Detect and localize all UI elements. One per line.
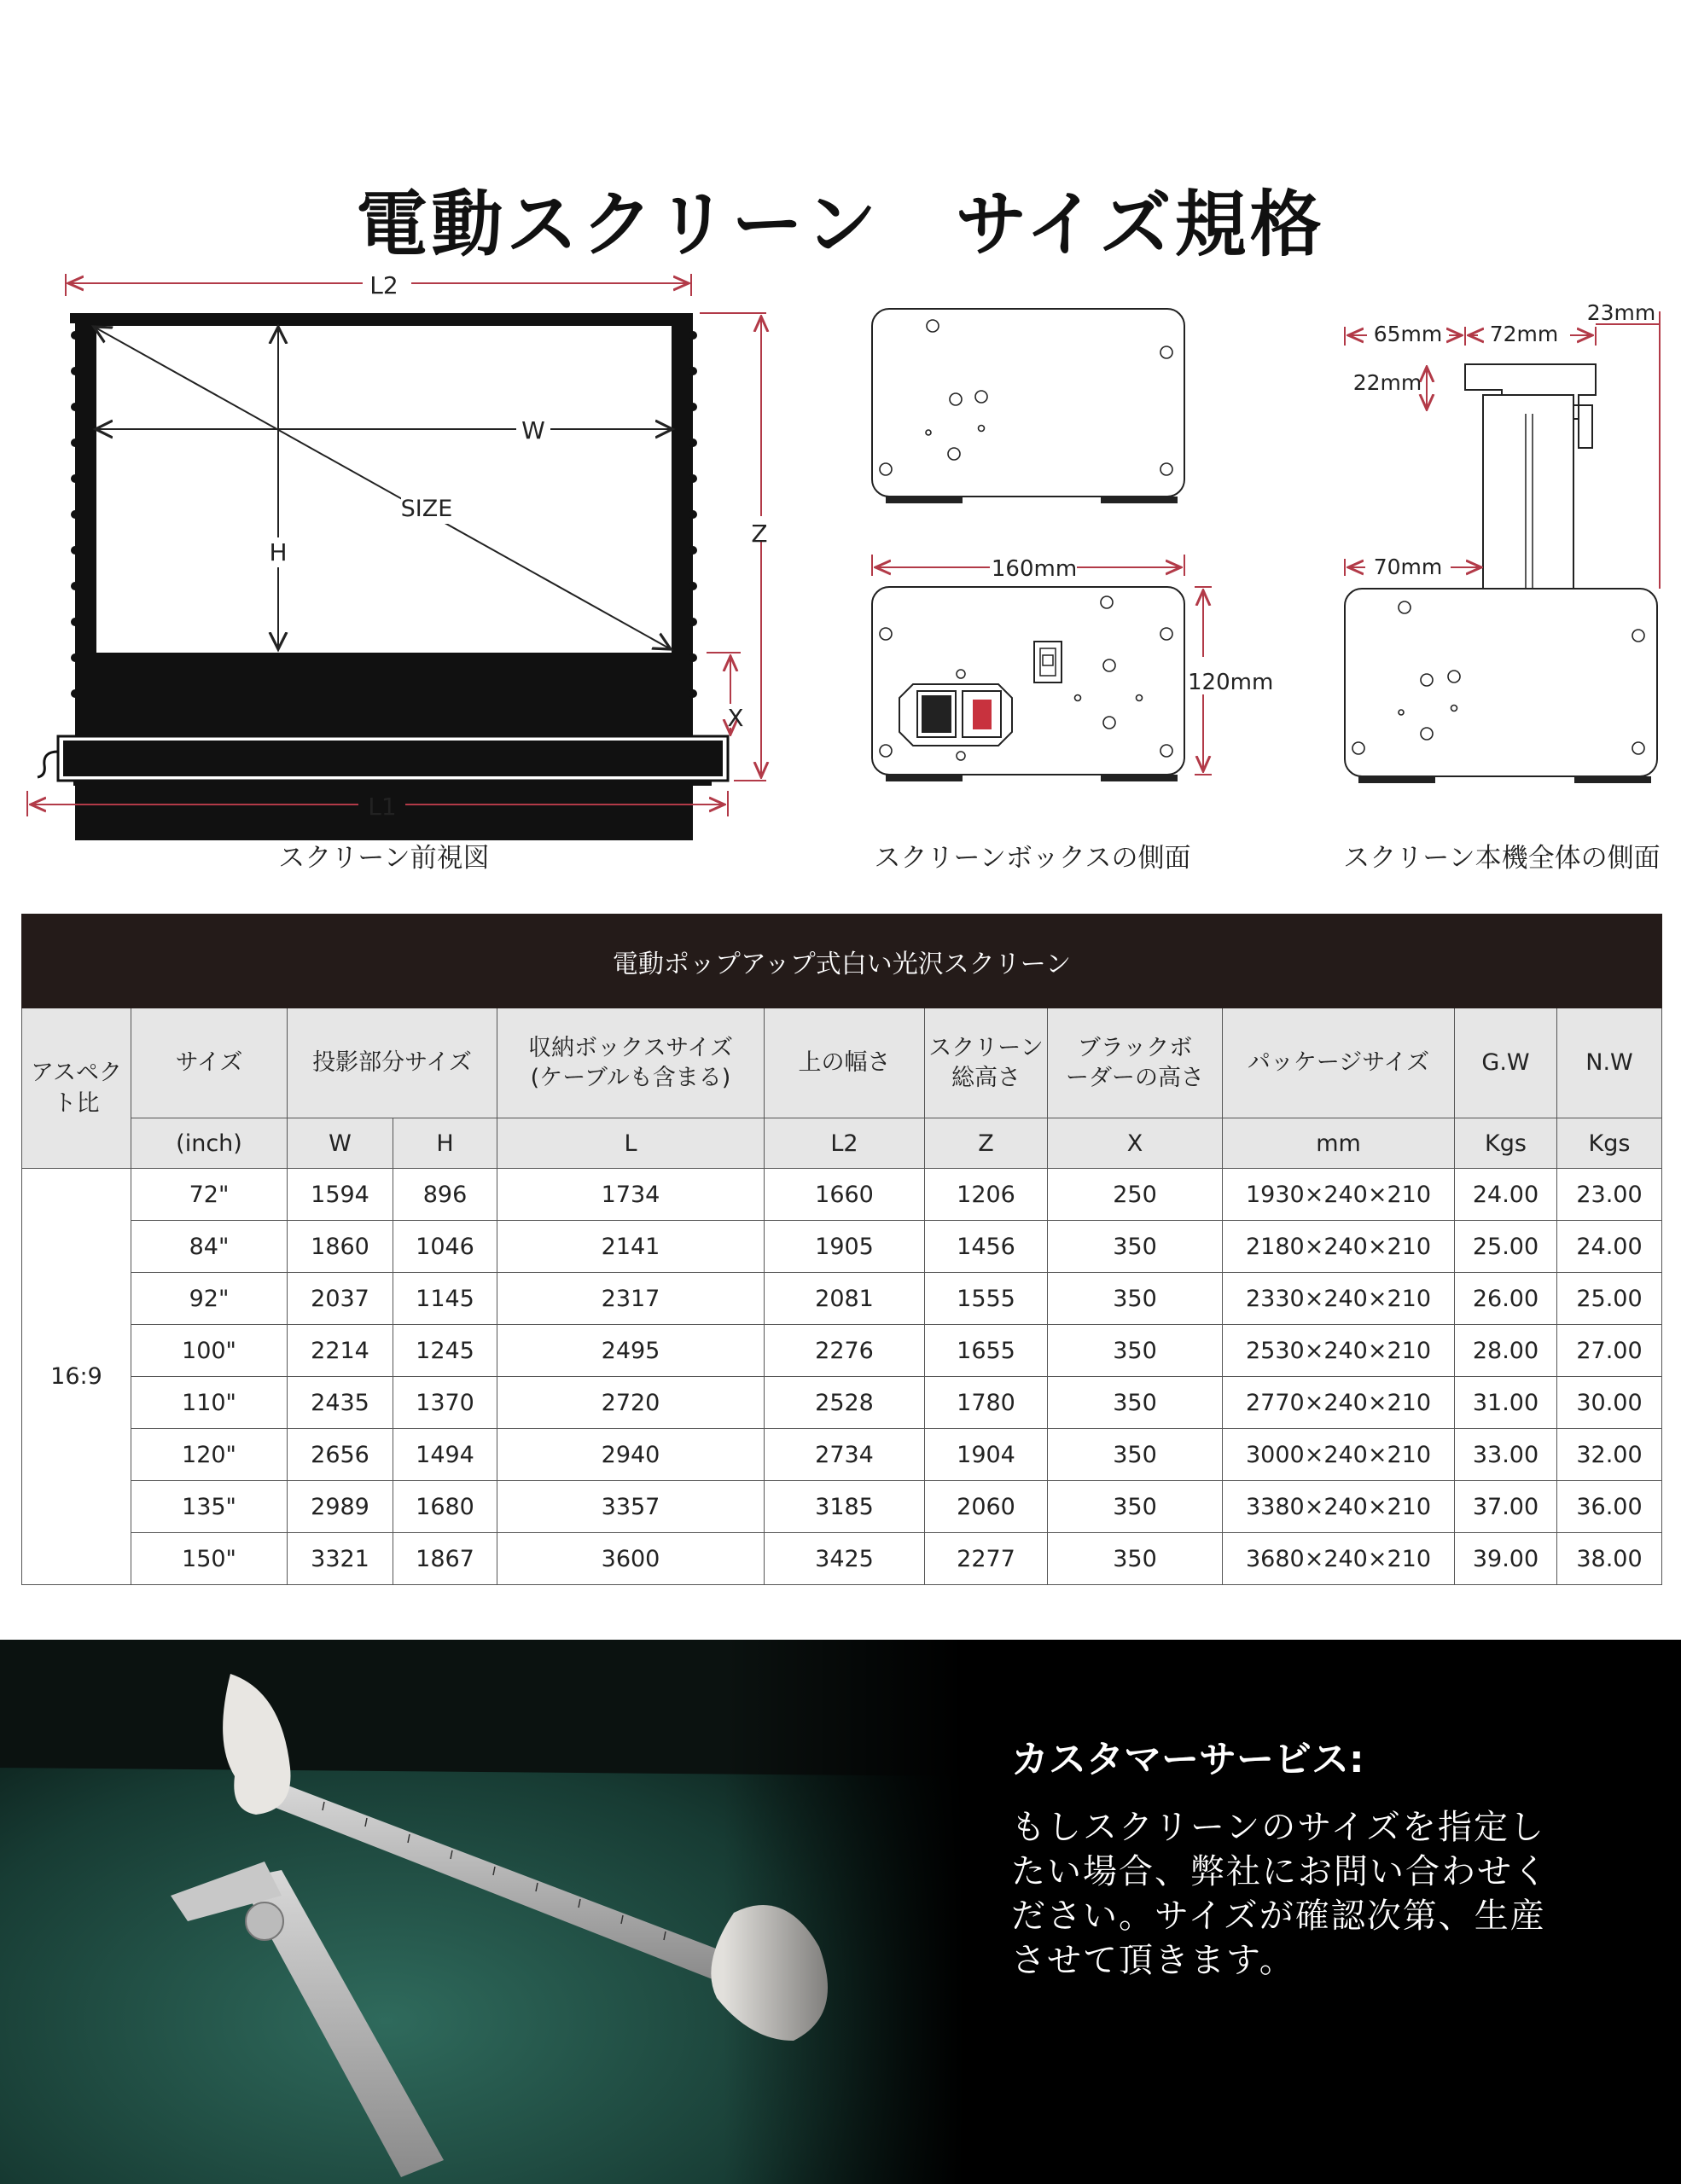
header-size: サイズ bbox=[131, 1008, 288, 1118]
table-cell: 31.00 bbox=[1455, 1377, 1557, 1429]
header-projection: 投影部分サイズ bbox=[288, 1008, 497, 1118]
table-cell: 92" bbox=[131, 1273, 288, 1325]
header-package: パッケージサイズ bbox=[1223, 1008, 1455, 1118]
table-cell: 135" bbox=[131, 1481, 288, 1533]
table-cell: 3185 bbox=[765, 1481, 925, 1533]
unit-l2: L2 bbox=[765, 1118, 925, 1169]
table-row bbox=[22, 1377, 1662, 1429]
table-cell: 72" bbox=[131, 1169, 288, 1221]
unit-nw: Kgs bbox=[1557, 1118, 1662, 1169]
label-z: Z bbox=[751, 520, 768, 548]
d70-label: 70mm bbox=[1373, 555, 1443, 579]
table-cell: 33.00 bbox=[1455, 1429, 1557, 1481]
table-cell: 1245 bbox=[393, 1325, 497, 1377]
service-text-line: ださい。サイズが確認次第、生産 bbox=[1011, 1896, 1546, 1936]
table-cell: 2180×240×210 bbox=[1223, 1221, 1455, 1273]
table-body bbox=[22, 1169, 1662, 1585]
header-top-width: 上の幅さ bbox=[765, 1008, 925, 1118]
table-cell: 1660 bbox=[765, 1169, 925, 1221]
table-cell: 24.00 bbox=[1557, 1221, 1662, 1273]
table-cell: 1860 bbox=[288, 1221, 393, 1273]
table-cell: 1370 bbox=[393, 1377, 497, 1429]
table-cell: 37.00 bbox=[1455, 1481, 1557, 1533]
table-cell: 896 bbox=[393, 1169, 497, 1221]
table-cell: 38.00 bbox=[1557, 1533, 1662, 1585]
table-cell: 39.00 bbox=[1455, 1533, 1557, 1585]
aspect-ratio-cell: 16:9 bbox=[22, 1169, 131, 1585]
service-text-line: たい場合、弊社にお問い合わせく bbox=[1011, 1852, 1549, 1891]
label-l1: L1 bbox=[368, 793, 397, 821]
table-row bbox=[22, 1325, 1662, 1377]
header-black-border: ブラックボ ーダーの高さ bbox=[1048, 1008, 1223, 1118]
unit-x: X bbox=[1048, 1118, 1223, 1169]
table-row bbox=[22, 1273, 1662, 1325]
table-cell: 1206 bbox=[925, 1169, 1048, 1221]
table-cell: 84" bbox=[131, 1221, 288, 1273]
table-cell: 2317 bbox=[497, 1273, 765, 1325]
table-cell: 3600 bbox=[497, 1533, 765, 1585]
unit-w: W bbox=[288, 1118, 393, 1169]
label-w: W bbox=[521, 416, 545, 444]
table-cell: 2656 bbox=[288, 1429, 393, 1481]
table-cell: 2435 bbox=[288, 1377, 393, 1429]
header-box: 収納ボックスサイズ (ケーブルも含まる) bbox=[497, 1008, 765, 1118]
table-cell: 32.00 bbox=[1557, 1429, 1662, 1481]
service-text-line: させて頂きます。 bbox=[1011, 1941, 1295, 1980]
unit-size: (inch) bbox=[131, 1118, 288, 1169]
header-nw: N.W bbox=[1557, 1008, 1662, 1118]
header-gw: G.W bbox=[1455, 1008, 1557, 1118]
table-cell: 2277 bbox=[925, 1533, 1048, 1585]
table-row bbox=[22, 1169, 1662, 1221]
table-cell: 1904 bbox=[925, 1429, 1048, 1481]
table-cell: 350 bbox=[1048, 1273, 1223, 1325]
unit-z: Z bbox=[925, 1118, 1048, 1169]
header-total-height: スクリーン 総高さ bbox=[925, 1008, 1048, 1118]
table-cell: 350 bbox=[1048, 1221, 1223, 1273]
table-cell: 2989 bbox=[288, 1481, 393, 1533]
service-text-line: もしスクリーンのサイズを指定し bbox=[1011, 1808, 1545, 1847]
table-cell: 350 bbox=[1048, 1325, 1223, 1377]
label-x: X bbox=[727, 704, 744, 732]
table-cell: 1594 bbox=[288, 1169, 393, 1221]
table-cell: 150" bbox=[131, 1533, 288, 1585]
table-cell: 2495 bbox=[497, 1325, 765, 1377]
table-cell: 2770×240×210 bbox=[1223, 1377, 1455, 1429]
page-title: 電動スクリーン サイズ規格 bbox=[356, 183, 1325, 267]
front-view-caption: スクリーン前視図 bbox=[278, 843, 490, 874]
table-cell: 3680×240×210 bbox=[1223, 1533, 1455, 1585]
table-cell: 2330×240×210 bbox=[1223, 1273, 1455, 1325]
table-cell: 28.00 bbox=[1455, 1325, 1557, 1377]
table-cell: 25.00 bbox=[1455, 1221, 1557, 1273]
table-cell: 1456 bbox=[925, 1221, 1048, 1273]
table-cell: 3000×240×210 bbox=[1223, 1429, 1455, 1481]
table-cell: 24.00 bbox=[1455, 1169, 1557, 1221]
table-cell: 1655 bbox=[925, 1325, 1048, 1377]
full-side-diagram bbox=[1331, 294, 1672, 798]
label-h: H bbox=[269, 538, 288, 566]
table-cell: 2060 bbox=[925, 1481, 1048, 1533]
table-cell: 1145 bbox=[393, 1273, 497, 1325]
table-title: 電動ポップアップ式白い光沢スクリーン bbox=[22, 915, 1662, 1008]
table-cell: 36.00 bbox=[1557, 1481, 1662, 1533]
table-cell: 2141 bbox=[497, 1221, 765, 1273]
box-side-diagram bbox=[853, 299, 1263, 793]
label-size: SIZE bbox=[400, 496, 453, 522]
spec-table bbox=[21, 914, 1662, 1585]
table-cell: 26.00 bbox=[1455, 1273, 1557, 1325]
unit-package: mm bbox=[1223, 1118, 1455, 1169]
table-cell: 120" bbox=[131, 1429, 288, 1481]
table-row bbox=[22, 1481, 1662, 1533]
table-cell: 350 bbox=[1048, 1481, 1223, 1533]
table-cell: 1555 bbox=[925, 1273, 1048, 1325]
table-cell: 2081 bbox=[765, 1273, 925, 1325]
table-cell: 30.00 bbox=[1557, 1377, 1662, 1429]
d22-label: 22mm bbox=[1352, 370, 1422, 395]
table-row bbox=[22, 1221, 1662, 1273]
service-title: カスタマーサービス: bbox=[1011, 1738, 1364, 1781]
table-cell: 1046 bbox=[393, 1221, 497, 1273]
table-cell: 2734 bbox=[765, 1429, 925, 1481]
table-cell: 1867 bbox=[393, 1533, 497, 1585]
header-aspect: アスペクト比 bbox=[22, 1008, 131, 1169]
table-cell: 2530×240×210 bbox=[1223, 1325, 1455, 1377]
box-height-label: 120mm bbox=[1188, 670, 1274, 695]
d23-label: 23mm bbox=[1586, 300, 1656, 325]
table-row bbox=[22, 1533, 1662, 1585]
d72-label: 72mm bbox=[1489, 322, 1559, 346]
front-view-diagram bbox=[17, 260, 785, 840]
table-cell: 350 bbox=[1048, 1533, 1223, 1585]
table-cell: 3380×240×210 bbox=[1223, 1481, 1455, 1533]
table-cell: 100" bbox=[131, 1325, 288, 1377]
label-l2: L2 bbox=[369, 271, 398, 299]
table-cell: 3321 bbox=[288, 1533, 393, 1585]
table-cell: 2528 bbox=[765, 1377, 925, 1429]
unit-gw: Kgs bbox=[1455, 1118, 1557, 1169]
table-cell: 350 bbox=[1048, 1377, 1223, 1429]
full-side-caption: スクリーン本機全体の側面 bbox=[1343, 843, 1661, 874]
table-cell: 2276 bbox=[765, 1325, 925, 1377]
d65-label: 65mm bbox=[1373, 322, 1443, 346]
table-cell: 1780 bbox=[925, 1377, 1048, 1429]
table-cell: 1494 bbox=[393, 1429, 497, 1481]
table-cell: 350 bbox=[1048, 1429, 1223, 1481]
table-cell: 2037 bbox=[288, 1273, 393, 1325]
table-cell: 1905 bbox=[765, 1221, 925, 1273]
table-row bbox=[22, 1429, 1662, 1481]
unit-h: H bbox=[393, 1118, 497, 1169]
box-side-caption: スクリーンボックスの側面 bbox=[874, 843, 1191, 874]
table-cell: 23.00 bbox=[1557, 1169, 1662, 1221]
table-cell: 2214 bbox=[288, 1325, 393, 1377]
table-cell: 27.00 bbox=[1557, 1325, 1662, 1377]
measuring-tools-photo bbox=[0, 1640, 964, 2184]
table-cell: 110" bbox=[131, 1377, 288, 1429]
table-cell: 25.00 bbox=[1557, 1273, 1662, 1325]
unit-l: L bbox=[497, 1118, 765, 1169]
box-width-label: 160mm bbox=[991, 556, 1078, 582]
table-cell: 1680 bbox=[393, 1481, 497, 1533]
table-cell: 3425 bbox=[765, 1533, 925, 1585]
table-cell: 250 bbox=[1048, 1169, 1223, 1221]
table-cell: 1930×240×210 bbox=[1223, 1169, 1455, 1221]
table-cell: 3357 bbox=[497, 1481, 765, 1533]
table-cell: 2720 bbox=[497, 1377, 765, 1429]
table-cell: 2940 bbox=[497, 1429, 765, 1481]
table-cell: 1734 bbox=[497, 1169, 765, 1221]
